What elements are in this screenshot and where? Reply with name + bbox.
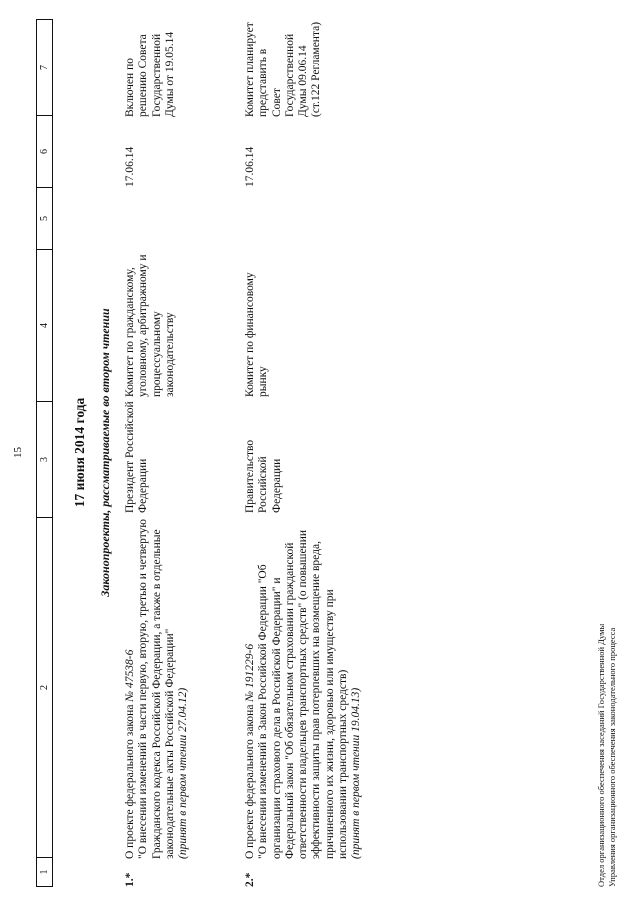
column-header-6: 6 <box>37 116 52 188</box>
first-reading-note: (принят в первом чтении 27.04.12) <box>177 687 190 859</box>
column-header-7: 7 <box>37 20 52 116</box>
consideration-date: 17.06.14 <box>124 146 136 187</box>
column-header-2: 2 <box>37 518 52 858</box>
responsible-committee: Комитет по финансовому рынку <box>244 272 270 397</box>
desc-body: "О внесении изменений в Закон Российской Федерации "Об организации страхового дела в Российской Федерации" и Федеральный закон "Об обязательном страховании гражданской ответственности владельцев транспортных средств" (о повышении эффективности защиты прав потерпевших на возмещение вреда, причиненного их жизни, здоровью или имуществу при использовании транспортных средств) <box>257 529 350 859</box>
responsible-committee: Комитет по гражданскому, уголовному, арбитражному и процессуальному законодательству <box>124 254 176 397</box>
desc-prefix: О проекте федерального закона <box>244 701 256 859</box>
desc-prefix: О проекте федерального закона <box>124 701 136 859</box>
column-header-5: 5 <box>37 188 52 250</box>
session-date-title: 17 июня 2014 года <box>72 397 87 508</box>
footer-department: Отдел организационного обеспечения заседаний Государственной Думы <box>596 623 606 887</box>
row-note: Комитет планирует представить в Совет Государственной Думы 09.06.14 (ст.122 Регламента) <box>244 21 323 117</box>
first-reading-note: (принят в первом чтении 19.04.13) <box>350 687 363 859</box>
row-number: 2.* <box>244 872 256 887</box>
desc-body: "О внесении изменений в части первую, вторую, третью и четвертую Гражданского кодекса Российской Федерации, а также в отдельные законодательные акты Российской Федерации" <box>137 519 176 859</box>
column-header-4: 4 <box>37 250 52 402</box>
consideration-date: 17.06.14 <box>244 146 256 187</box>
bill-description <box>124 519 190 859</box>
page-number: 15 <box>12 447 24 458</box>
column-number-header <box>36 19 53 887</box>
row-number: 1.* <box>124 872 136 887</box>
bill-author: Президент Российской Федерации <box>124 401 150 513</box>
bill-author: Правительство Российской Федерации <box>244 439 283 513</box>
section-title: Законопроекты, рассматриваемые во втором чтении <box>98 308 112 597</box>
row-note: Включен по решению Совета Государственной Думы от 19.05.14 <box>124 31 176 117</box>
bill-number: № 47538-6 <box>124 649 136 702</box>
column-header-3: 3 <box>37 402 52 518</box>
bill-number: № 191229-6 <box>244 643 256 702</box>
bill-description <box>244 519 364 859</box>
column-header-1: 1 <box>39 869 50 875</box>
footer-directorate: Управления организационного обеспечения законодательного процесса <box>607 627 617 887</box>
